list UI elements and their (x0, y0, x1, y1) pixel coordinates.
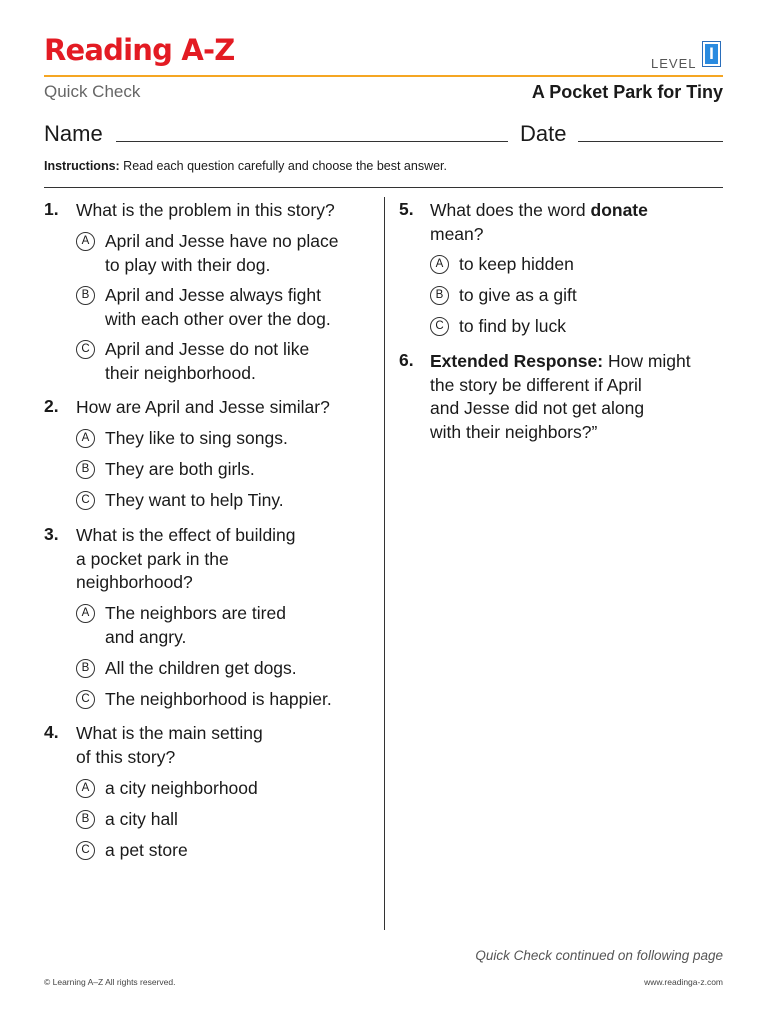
question-text: What is the main setting of this story? (76, 723, 263, 767)
question-number: 5. (399, 199, 414, 219)
choice-bubble[interactable]: C (430, 317, 449, 336)
choice-bubble[interactable]: A (430, 255, 449, 274)
choice-bubble[interactable]: B (76, 810, 95, 829)
choice-text: The neighbors are tired and angry. (105, 603, 286, 647)
choice-text: All the children get dogs. (105, 658, 297, 678)
instructions (44, 159, 447, 173)
extended-response-label: Extended Response: (430, 351, 604, 371)
choice-text: to find by luck (459, 316, 566, 336)
level-value: I (705, 44, 718, 64)
choice-text: The neighborhood is happier. (105, 689, 332, 709)
choice-bubble[interactable]: B (76, 659, 95, 678)
question-number: 6. (399, 350, 414, 370)
choice-text: April and Jesse do not like their neighborhood. (105, 339, 310, 383)
header-divider (44, 75, 723, 77)
name-field-line (116, 141, 508, 142)
date-label: Date (520, 121, 567, 146)
content-divider (44, 187, 723, 188)
level-label: LEVEL (651, 56, 697, 71)
website-link[interactable]: www.readinga-z.com (644, 977, 723, 987)
choice-bubble[interactable]: C (76, 491, 95, 510)
choice-text: April and Jesse have no place to play with their dog. (105, 231, 339, 275)
choice-bubble[interactable]: A (76, 429, 95, 448)
name-label: Name (44, 121, 103, 146)
section-label: Quick Check (44, 82, 141, 101)
choice-bubble[interactable]: C (76, 841, 95, 860)
question-text: How are April and Jesse similar? (76, 397, 330, 417)
brand-logo: Reading A-Z (44, 33, 235, 67)
question-text: What does the word donate mean? (430, 200, 648, 244)
choice-text: to give as a gift (459, 285, 577, 305)
choice-bubble[interactable]: C (76, 340, 95, 359)
copyright: © Learning A–Z All rights reserved. (44, 977, 176, 987)
date-field-line (578, 141, 723, 142)
choice-bubble[interactable]: B (76, 286, 95, 305)
choice-text: They want to help Tiny. (105, 490, 284, 510)
choice-text: They like to sing songs. (105, 428, 288, 448)
question-number: 2. (44, 396, 59, 416)
question-number: 1. (44, 199, 59, 219)
choice-bubble[interactable]: B (430, 286, 449, 305)
instructions-label: Instructions: (44, 159, 120, 173)
instructions-text: Read each question carefully and choose the best answer. (119, 159, 447, 173)
vocab-word: donate (590, 200, 648, 220)
question-number: 3. (44, 524, 59, 544)
choice-bubble[interactable]: C (76, 690, 95, 709)
question-text: What is the problem in this story? (76, 200, 335, 220)
level-badge (702, 41, 721, 67)
choice-text: They are both girls. (105, 459, 255, 479)
choice-bubble[interactable]: A (76, 779, 95, 798)
choice-text: April and Jesse always fight with each other over the dog. (105, 285, 331, 329)
choice-text: a city neighborhood (105, 778, 258, 798)
choice-text: a pet store (105, 840, 188, 860)
question-text: What is the effect of building a pocket park in the neighborhood? (76, 525, 296, 592)
question-number: 4. (44, 722, 59, 742)
column-divider (384, 197, 385, 930)
continued-note: Quick Check continued on following page (475, 948, 723, 963)
question-text: Extended Response: How might the story be different if April and Jesse did not get along with their neighbors?” (430, 351, 691, 442)
choice-bubble[interactable]: B (76, 460, 95, 479)
choice-bubble[interactable]: A (76, 232, 95, 251)
choice-text: to keep hidden (459, 254, 574, 274)
choice-text: a city hall (105, 809, 178, 829)
story-title: A Pocket Park for Tiny (531, 82, 723, 102)
choice-bubble[interactable]: A (76, 604, 95, 623)
